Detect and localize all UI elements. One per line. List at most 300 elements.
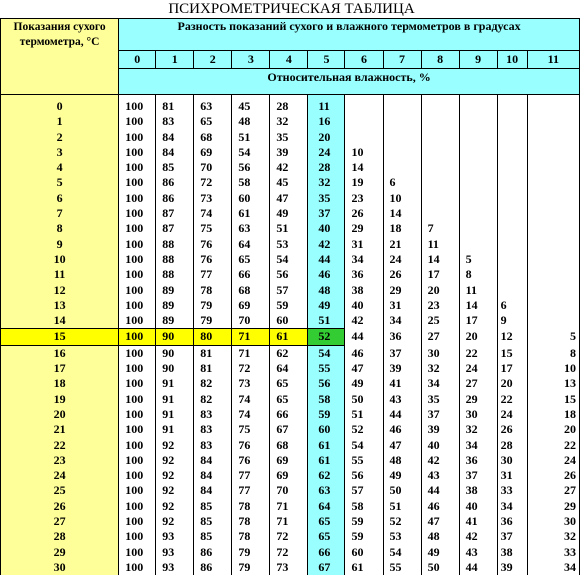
dry-temperature-cell: 29	[1, 545, 119, 560]
humidity-cell	[459, 206, 497, 221]
humidity-cell: 100	[119, 407, 156, 422]
table-body	[1, 95, 580, 576]
humidity-cell: 48	[232, 114, 270, 129]
humidity-cell: 52	[383, 514, 421, 529]
humidity-cell: 11	[421, 237, 459, 252]
dry-temperature-cell: 2	[1, 130, 119, 145]
humidity-cell	[497, 191, 527, 206]
humidity-cell: 56	[232, 160, 270, 175]
humidity-cell: 37	[308, 206, 345, 221]
humidity-cell: 100	[119, 329, 156, 345]
humidity-cell: 42	[270, 160, 308, 175]
humidity-cell: 26	[497, 422, 527, 437]
humidity-cell: 58	[308, 392, 345, 407]
humidity-cell: 69	[270, 468, 308, 483]
humidity-cell: 32	[308, 175, 345, 190]
humidity-cell: 17	[421, 267, 459, 282]
humidity-cell: 9	[497, 313, 527, 329]
humidity-cell: 17	[459, 313, 497, 329]
humidity-cell: 15	[497, 345, 527, 361]
humidity-cell: 21	[383, 237, 421, 252]
humidity-cell: 24	[383, 252, 421, 267]
humidity-cell: 81	[194, 361, 232, 376]
humidity-cell: 24	[459, 361, 497, 376]
humidity-cell	[421, 175, 459, 190]
humidity-cell: 18	[383, 221, 421, 236]
humidity-cell: 36	[383, 329, 421, 345]
humidity-cell: 27	[527, 483, 579, 498]
humidity-cell: 55	[383, 560, 421, 575]
humidity-cell: 91	[156, 407, 194, 422]
humidity-cell: 68	[194, 130, 232, 145]
humidity-cell: 34	[459, 438, 497, 453]
dry-temperature-cell: 22	[1, 438, 119, 453]
humidity-cell	[383, 145, 421, 160]
column-number-9: 9	[459, 51, 497, 69]
humidity-cell: 100	[119, 298, 156, 313]
humidity-cell: 79	[194, 298, 232, 313]
humidity-cell: 37	[459, 468, 497, 483]
humidity-cell: 73	[232, 376, 270, 391]
humidity-cell: 34	[497, 499, 527, 514]
table-row	[1, 283, 580, 298]
humidity-cell: 30	[459, 407, 497, 422]
humidity-cell: 39	[270, 145, 308, 160]
humidity-cell: 14	[383, 206, 421, 221]
humidity-cell	[497, 221, 527, 236]
humidity-cell	[497, 252, 527, 267]
column-number-11: 11	[527, 51, 579, 69]
humidity-cell: 49	[421, 545, 459, 560]
humidity-cell: 40	[421, 438, 459, 453]
humidity-cell: 45	[232, 95, 270, 115]
humidity-cell: 92	[156, 483, 194, 498]
humidity-cell: 86	[194, 560, 232, 575]
humidity-cell: 73	[194, 191, 232, 206]
humidity-cell: 100	[119, 145, 156, 160]
humidity-cell: 73	[270, 560, 308, 575]
humidity-cell: 38	[497, 545, 527, 560]
humidity-cell: 100	[119, 468, 156, 483]
dry-temperature-cell: 10	[1, 252, 119, 267]
humidity-cell: 61	[232, 206, 270, 221]
humidity-cell: 93	[156, 529, 194, 544]
humidity-cell	[383, 95, 421, 115]
humidity-cell: 79	[232, 560, 270, 575]
humidity-cell: 71	[270, 499, 308, 514]
humidity-cell: 100	[119, 453, 156, 468]
humidity-cell: 76	[194, 252, 232, 267]
humidity-cell	[497, 130, 527, 145]
humidity-cell: 88	[156, 267, 194, 282]
humidity-cell: 53	[383, 529, 421, 544]
humidity-cell: 100	[119, 529, 156, 544]
humidity-cell: 12	[497, 329, 527, 345]
humidity-cell	[497, 145, 527, 160]
humidity-cell: 22	[497, 392, 527, 407]
humidity-cell: 100	[119, 392, 156, 407]
humidity-cell: 65	[308, 514, 345, 529]
humidity-cell	[421, 114, 459, 129]
humidity-cell: 42	[421, 453, 459, 468]
humidity-cell: 34	[383, 313, 421, 329]
humidity-cell: 91	[156, 376, 194, 391]
humidity-cell: 60	[345, 545, 383, 560]
humidity-cell: 47	[383, 438, 421, 453]
humidity-cell	[383, 114, 421, 129]
table-row	[1, 392, 580, 407]
humidity-cell: 35	[308, 191, 345, 206]
humidity-cell: 17	[497, 361, 527, 376]
humidity-cell: 100	[119, 376, 156, 391]
humidity-cell: 24	[527, 453, 579, 468]
humidity-cell: 78	[232, 499, 270, 514]
humidity-cell	[459, 114, 497, 129]
humidity-cell: 8	[527, 345, 579, 361]
humidity-cell	[383, 160, 421, 175]
humidity-cell	[345, 130, 383, 145]
dry-temperature-cell: 5	[1, 175, 119, 190]
humidity-cell	[497, 267, 527, 282]
table-row	[1, 237, 580, 252]
humidity-cell: 18	[527, 407, 579, 422]
humidity-cell: 63	[232, 221, 270, 236]
humidity-cell: 62	[270, 345, 308, 361]
dry-temperature-cell: 14	[1, 313, 119, 329]
humidity-cell: 100	[119, 283, 156, 298]
column-number-4: 4	[270, 51, 308, 69]
humidity-cell: 93	[156, 545, 194, 560]
humidity-cell: 81	[194, 345, 232, 361]
humidity-cell: 15	[527, 392, 579, 407]
humidity-cell: 59	[270, 298, 308, 313]
humidity-cell	[345, 95, 383, 115]
humidity-cell	[497, 114, 527, 129]
humidity-cell: 54	[232, 145, 270, 160]
humidity-cell	[497, 283, 527, 298]
dry-temperature-cell: 25	[1, 483, 119, 498]
humidity-cell: 61	[345, 560, 383, 575]
humidity-cell	[459, 175, 497, 190]
column-number-1: 1	[156, 51, 194, 69]
dry-thermometer-header: Показания сухого термометра, °С	[1, 19, 119, 95]
humidity-cell: 5	[527, 329, 579, 345]
humidity-cell: 90	[156, 329, 194, 345]
psychrometric-table	[0, 18, 580, 575]
humidity-cell: 68	[232, 283, 270, 298]
humidity-cell: 61	[308, 438, 345, 453]
humidity-cell: 29	[527, 499, 579, 514]
humidity-cell: 47	[345, 361, 383, 376]
humidity-cell: 66	[308, 545, 345, 560]
humidity-cell: 16	[308, 114, 345, 129]
table-row	[1, 206, 580, 221]
humidity-cell: 30	[421, 345, 459, 361]
humidity-cell: 83	[194, 422, 232, 437]
humidity-cell	[497, 160, 527, 175]
humidity-cell: 100	[119, 313, 156, 329]
humidity-cell: 37	[421, 407, 459, 422]
humidity-cell: 49	[345, 376, 383, 391]
humidity-cell: 30	[497, 453, 527, 468]
humidity-cell: 24	[308, 145, 345, 160]
humidity-cell: 93	[156, 560, 194, 575]
humidity-cell: 43	[459, 545, 497, 560]
dry-temperature-cell: 24	[1, 468, 119, 483]
humidity-cell: 100	[119, 95, 156, 115]
humidity-cell: 44	[345, 329, 383, 345]
humidity-cell: 70	[194, 160, 232, 175]
humidity-cell: 35	[421, 392, 459, 407]
humidity-cell: 51	[345, 407, 383, 422]
humidity-cell: 40	[345, 298, 383, 313]
dry-temperature-cell: 20	[1, 407, 119, 422]
humidity-cell	[421, 130, 459, 145]
humidity-cell: 36	[497, 514, 527, 529]
table-row	[1, 175, 580, 190]
humidity-cell: 7	[421, 221, 459, 236]
humidity-cell: 91	[156, 392, 194, 407]
dry-temperature-cell: 17	[1, 361, 119, 376]
humidity-cell: 87	[156, 221, 194, 236]
humidity-cell: 32	[527, 529, 579, 544]
humidity-cell: 100	[119, 130, 156, 145]
humidity-cell: 57	[270, 283, 308, 298]
humidity-cell: 33	[497, 483, 527, 498]
humidity-cell: 84	[156, 145, 194, 160]
humidity-cell: 54	[345, 438, 383, 453]
dry-temperature-cell: 21	[1, 422, 119, 437]
dry-temperature-cell: 12	[1, 283, 119, 298]
humidity-cell: 71	[232, 329, 270, 345]
humidity-cell: 59	[345, 514, 383, 529]
humidity-cell: 54	[308, 345, 345, 361]
humidity-cell	[527, 95, 579, 115]
humidity-cell: 74	[194, 206, 232, 221]
dry-temperature-cell: 19	[1, 392, 119, 407]
humidity-cell: 41	[383, 376, 421, 391]
humidity-cell: 100	[119, 114, 156, 129]
table-row	[1, 130, 580, 145]
humidity-cell: 32	[421, 361, 459, 376]
humidity-cell: 83	[194, 438, 232, 453]
humidity-cell: 47	[270, 191, 308, 206]
humidity-cell	[527, 237, 579, 252]
humidity-cell: 36	[459, 453, 497, 468]
humidity-cell: 100	[119, 361, 156, 376]
humidity-cell: 100	[119, 160, 156, 175]
humidity-cell: 65	[270, 376, 308, 391]
column-number-10: 10	[497, 51, 527, 69]
humidity-cell: 51	[308, 313, 345, 329]
humidity-cell: 86	[156, 191, 194, 206]
humidity-cell: 28	[308, 160, 345, 175]
humidity-cell: 8	[459, 267, 497, 282]
humidity-cell: 79	[194, 313, 232, 329]
humidity-cell	[527, 313, 579, 329]
humidity-cell	[383, 130, 421, 145]
humidity-cell: 6	[497, 298, 527, 313]
humidity-cell: 90	[156, 345, 194, 361]
humidity-cell: 23	[345, 191, 383, 206]
table-row	[1, 191, 580, 206]
table-row	[1, 114, 580, 129]
humidity-cell: 86	[194, 545, 232, 560]
humidity-header: Относительная влажность, %	[119, 69, 580, 95]
humidity-cell: 66	[232, 267, 270, 282]
humidity-cell	[527, 206, 579, 221]
humidity-cell: 37	[383, 345, 421, 361]
table-row	[1, 407, 580, 422]
humidity-cell	[497, 175, 527, 190]
humidity-cell: 31	[497, 468, 527, 483]
dry-temperature-cell: 9	[1, 237, 119, 252]
humidity-cell: 83	[156, 114, 194, 129]
humidity-cell: 100	[119, 267, 156, 282]
humidity-cell: 51	[383, 499, 421, 514]
humidity-cell: 29	[383, 283, 421, 298]
dry-temperature-cell: 28	[1, 529, 119, 544]
humidity-cell: 55	[308, 361, 345, 376]
humidity-cell: 22	[527, 438, 579, 453]
humidity-cell	[345, 114, 383, 129]
humidity-cell: 61	[308, 453, 345, 468]
humidity-cell: 34	[345, 252, 383, 267]
humidity-cell: 37	[497, 529, 527, 544]
humidity-cell: 58	[345, 499, 383, 514]
humidity-cell: 42	[308, 237, 345, 252]
humidity-cell: 44	[421, 483, 459, 498]
humidity-cell: 22	[459, 345, 497, 361]
table-row	[1, 329, 580, 345]
humidity-cell: 46	[383, 422, 421, 437]
humidity-cell: 39	[497, 560, 527, 575]
humidity-cell: 89	[156, 298, 194, 313]
humidity-cell: 100	[119, 422, 156, 437]
humidity-cell: 44	[459, 560, 497, 575]
humidity-cell	[527, 160, 579, 175]
humidity-cell: 90	[156, 361, 194, 376]
humidity-cell: 55	[345, 453, 383, 468]
table-row	[1, 95, 580, 115]
table-row	[1, 529, 580, 544]
humidity-cell: 69	[270, 453, 308, 468]
humidity-cell: 100	[119, 560, 156, 575]
humidity-cell: 14	[421, 252, 459, 267]
humidity-cell: 54	[383, 545, 421, 560]
humidity-cell: 67	[270, 422, 308, 437]
humidity-cell: 72	[270, 545, 308, 560]
humidity-cell	[497, 206, 527, 221]
humidity-cell: 46	[308, 267, 345, 282]
humidity-cell	[497, 95, 527, 115]
humidity-cell: 11	[459, 283, 497, 298]
humidity-cell: 100	[119, 237, 156, 252]
humidity-cell: 88	[156, 252, 194, 267]
humidity-cell: 20	[308, 130, 345, 145]
table-row	[1, 313, 580, 329]
humidity-cell: 42	[459, 529, 497, 544]
humidity-cell: 11	[308, 95, 345, 115]
humidity-cell: 44	[308, 252, 345, 267]
humidity-cell: 65	[232, 252, 270, 267]
humidity-cell: 46	[421, 499, 459, 514]
humidity-cell: 89	[156, 313, 194, 329]
humidity-cell: 69	[194, 145, 232, 160]
humidity-cell: 100	[119, 514, 156, 529]
table-header	[1, 19, 580, 95]
humidity-cell: 29	[345, 221, 383, 236]
dry-temperature-cell: 30	[1, 560, 119, 575]
humidity-cell: 75	[232, 422, 270, 437]
dry-temperature-cell: 16	[1, 345, 119, 361]
table-row	[1, 438, 580, 453]
humidity-cell: 100	[119, 345, 156, 361]
humidity-cell: 20	[527, 422, 579, 437]
humidity-cell: 28	[270, 95, 308, 115]
humidity-cell: 100	[119, 252, 156, 267]
humidity-cell	[497, 237, 527, 252]
humidity-cell	[459, 95, 497, 115]
humidity-cell: 26	[527, 468, 579, 483]
humidity-cell: 38	[345, 283, 383, 298]
humidity-cell: 14	[345, 160, 383, 175]
humidity-cell: 79	[232, 545, 270, 560]
humidity-cell: 24	[497, 407, 527, 422]
humidity-cell: 66	[270, 407, 308, 422]
humidity-cell: 48	[308, 283, 345, 298]
humidity-cell: 52	[345, 422, 383, 437]
humidity-cell: 57	[345, 483, 383, 498]
humidity-cell	[459, 130, 497, 145]
humidity-cell: 78	[232, 514, 270, 529]
humidity-cell: 26	[383, 267, 421, 282]
dry-temperature-cell: 26	[1, 499, 119, 514]
table-row	[1, 545, 580, 560]
humidity-cell: 49	[308, 298, 345, 313]
humidity-cell: 100	[119, 191, 156, 206]
table-row	[1, 298, 580, 313]
humidity-cell: 84	[156, 130, 194, 145]
humidity-cell: 78	[194, 283, 232, 298]
dry-temperature-cell: 4	[1, 160, 119, 175]
humidity-cell: 76	[232, 453, 270, 468]
humidity-cell	[459, 221, 497, 236]
humidity-cell: 60	[270, 313, 308, 329]
humidity-cell	[421, 206, 459, 221]
table-row	[1, 499, 580, 514]
humidity-cell: 19	[345, 175, 383, 190]
humidity-cell: 60	[308, 422, 345, 437]
humidity-cell: 92	[156, 499, 194, 514]
humidity-cell: 65	[308, 529, 345, 544]
humidity-cell: 69	[232, 298, 270, 313]
humidity-cell	[459, 145, 497, 160]
column-number-5: 5	[308, 51, 345, 69]
humidity-cell	[459, 237, 497, 252]
humidity-cell: 45	[270, 175, 308, 190]
humidity-cell: 46	[345, 345, 383, 361]
humidity-cell: 58	[232, 175, 270, 190]
table-row	[1, 560, 580, 575]
dry-temperature-cell: 13	[1, 298, 119, 313]
humidity-cell: 70	[270, 483, 308, 498]
humidity-cell	[421, 95, 459, 115]
humidity-cell: 84	[194, 483, 232, 498]
humidity-cell	[527, 114, 579, 129]
humidity-cell: 51	[232, 130, 270, 145]
column-number-7: 7	[383, 51, 421, 69]
